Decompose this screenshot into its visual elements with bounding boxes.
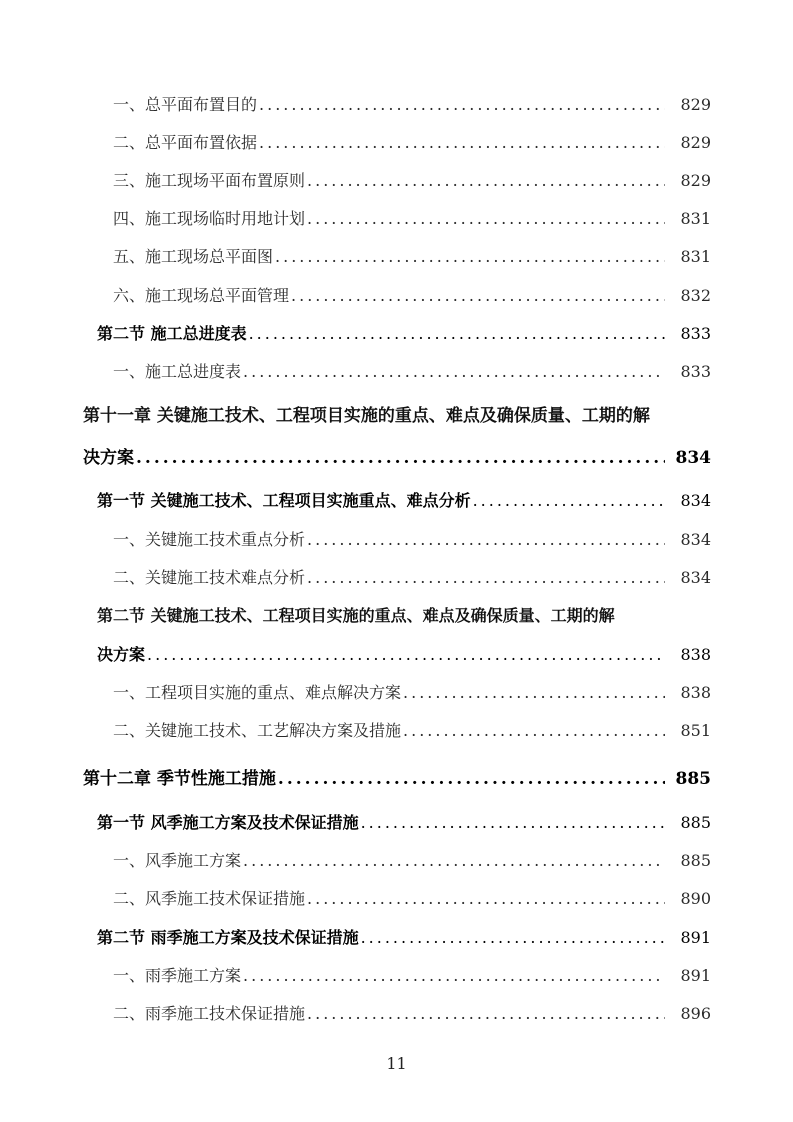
- dot-leader: [307, 568, 665, 587]
- toc-section[interactable]: [97, 810, 711, 833]
- toc-section-title: 第二节 雨季施工方案及技术保证措施: [97, 928, 359, 947]
- toc-chapter-title-line1[interactable]: 第十一章 关键施工技术、工程项目实施的重点、难点及确保质量、工期的解: [83, 406, 650, 426]
- toc-entry-title: 一、施工总进度表: [113, 362, 242, 381]
- page-number: 11: [386, 1054, 407, 1073]
- toc-section-title: 第一节 关键施工技术、工程项目实施重点、难点分析: [97, 491, 471, 510]
- toc-section-title: 第一节 风季施工方案及技术保证措施: [97, 813, 359, 832]
- dot-leader: [307, 889, 665, 908]
- toc-entry[interactable]: [113, 283, 711, 306]
- toc-section-page: 833: [680, 324, 711, 343]
- dot-leader: [243, 851, 665, 870]
- dot-leader: [403, 683, 665, 702]
- toc-entry-title: 二、关键施工技术难点分析: [113, 568, 306, 587]
- toc-entry-page: 891: [680, 966, 711, 985]
- dot-leader: [243, 966, 665, 985]
- toc-chapter-page: 834: [675, 448, 711, 468]
- toc-entry[interactable]: [113, 527, 711, 550]
- toc-chapter-title: 第十二章 季节性施工措施: [83, 769, 276, 789]
- toc-section-title: 第二节 施工总进度表: [97, 324, 247, 343]
- toc-entry[interactable]: [113, 848, 711, 871]
- toc-entry-title: 五、施工现场总平面图: [113, 247, 274, 266]
- toc-chapter-page: 885: [675, 769, 711, 789]
- toc-entry-title: 六、施工现场总平面管理: [113, 286, 290, 305]
- toc-entry-page: 829: [680, 95, 711, 114]
- dot-leader: [307, 209, 665, 228]
- toc-entry-title: 二、关键施工技术、工艺解决方案及措施: [113, 721, 402, 740]
- toc-entry[interactable]: [113, 359, 711, 382]
- toc-entry-title: 一、总平面布置目的: [113, 95, 258, 114]
- toc-entry[interactable]: [113, 130, 711, 153]
- dot-leader: [136, 448, 665, 468]
- toc-entry-page: 832: [680, 286, 711, 305]
- toc-entry[interactable]: [113, 168, 711, 191]
- toc-section-page: 838: [680, 645, 711, 664]
- toc-entry[interactable]: [113, 718, 711, 741]
- dot-leader: [361, 813, 665, 832]
- toc-entry-page: 831: [680, 247, 711, 266]
- dot-leader: [307, 1004, 665, 1023]
- toc-chapter-title-line2: 决方案: [83, 448, 134, 468]
- toc-section[interactable]: [97, 925, 711, 948]
- toc-entry[interactable]: [113, 92, 711, 115]
- dot-leader: [361, 928, 665, 947]
- toc-entry-title: 二、总平面布置依据: [113, 133, 258, 152]
- toc-section-title-line1[interactable]: 第二节 关键施工技术、工程项目实施的重点、难点及确保质量、工期的解: [97, 606, 615, 625]
- toc-entry-title: 四、施工现场临时用地计划: [113, 209, 306, 228]
- toc-entry[interactable]: [113, 1001, 711, 1024]
- toc-entry-page: 896: [680, 1004, 711, 1023]
- toc-entry-title: 一、关键施工技术重点分析: [113, 530, 306, 549]
- toc-section-page: 885: [680, 813, 711, 832]
- toc-entry[interactable]: [113, 680, 711, 703]
- toc-entry-page: 833: [680, 362, 711, 381]
- toc-section[interactable]: [97, 642, 711, 665]
- toc-entry-page: 829: [680, 133, 711, 152]
- toc-entry-page: 851: [680, 721, 711, 740]
- dot-leader: [307, 171, 665, 190]
- toc-entry-page: 885: [680, 851, 711, 870]
- toc-entry[interactable]: [113, 206, 711, 229]
- toc-section-title-line2: 决方案: [97, 645, 146, 664]
- toc-entry-page: 838: [680, 683, 711, 702]
- toc-entry-title: 一、风季施工方案: [113, 851, 242, 870]
- dot-leader: [249, 324, 665, 343]
- toc-entry-title: 二、风季施工技术保证措施: [113, 889, 306, 908]
- dot-leader: [291, 286, 665, 305]
- dot-leader: [147, 645, 665, 664]
- dot-leader: [275, 247, 665, 266]
- toc-entry-page: 831: [680, 209, 711, 228]
- toc-entry-page: 890: [680, 889, 711, 908]
- toc-entry[interactable]: [113, 963, 711, 986]
- toc-entry[interactable]: [113, 244, 711, 267]
- dot-leader: [278, 769, 665, 789]
- toc-section[interactable]: [97, 321, 711, 344]
- toc-chapter[interactable]: [83, 764, 711, 789]
- dot-leader: [259, 95, 665, 114]
- dot-leader: [403, 721, 665, 740]
- toc-entry[interactable]: [113, 565, 711, 588]
- toc-section-page: 891: [680, 928, 711, 947]
- dot-leader: [307, 530, 665, 549]
- toc-entry-page: 834: [680, 530, 711, 549]
- toc-entry-title: 一、雨季施工方案: [113, 966, 242, 985]
- toc-entry[interactable]: [113, 886, 711, 909]
- toc-entry-page: 829: [680, 171, 711, 190]
- toc-entry-title: 三、施工现场平面布置原则: [113, 171, 306, 190]
- toc-chapter[interactable]: [83, 443, 711, 468]
- toc-section[interactable]: [97, 488, 711, 511]
- dot-leader: [243, 362, 665, 381]
- dot-leader: [473, 491, 665, 510]
- toc-entry-title: 二、雨季施工技术保证措施: [113, 1004, 306, 1023]
- toc-entry-page: 834: [680, 568, 711, 587]
- toc-section-page: 834: [680, 491, 711, 510]
- dot-leader: [259, 133, 665, 152]
- toc-entry-title: 一、工程项目实施的重点、难点解决方案: [113, 683, 402, 702]
